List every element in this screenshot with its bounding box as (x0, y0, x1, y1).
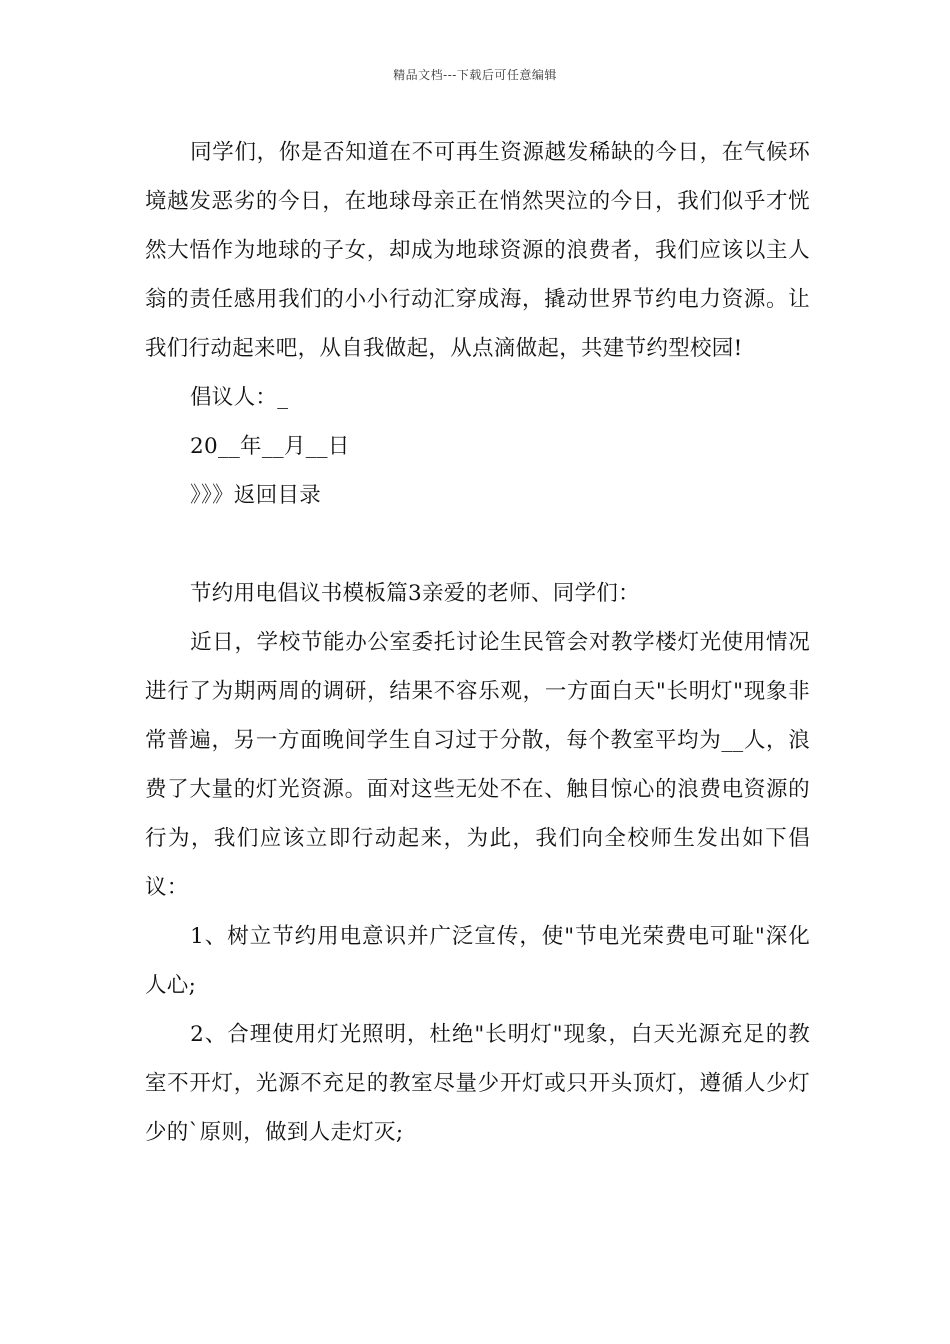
back-to-toc-link[interactable]: 》》》返回目录 (190, 483, 322, 508)
section-gap (145, 520, 810, 569)
section-title: 节约用电倡议书模板篇3亲爱的老师、同学们： (190, 581, 640, 606)
page-header-note: 精品文档---下载后可任意编辑 (393, 68, 557, 82)
list-item: 2、合理使用灯光照明，杜绝"长明灯"现象，白天光源充足的教室不开灯，光源不充足的教室尽量少开灯或只开头顶灯，遵循人少灯少的`原则，做到人走灯灭; (145, 1022, 810, 1145)
list-item: 1、树立节约用电意识并广泛宣传，使"节电光荣费电可耻"深化人心; (145, 924, 810, 998)
document-body (145, 128, 810, 1157)
appeal-paragraph: 同学们，你是否知道在不可再生资源越发稀缺的今日，在气候环境越发恶劣的今日，在地球母亲正在悄然哭泣的今日，我们似乎才恍然大悟作为地球的子女，却成为地球资源的浪费者，我们应该以主人翁的责任感用我们的小小行动汇穿成海，撬动世界节约电力资源。让我们行动起来吧，从自我做起，从点滴做起，共建节约型校园! (145, 140, 810, 361)
intro-paragraph: 近日，学校节能办公室委托讨论生民管会对教学楼灯光使用情况进行了为期两周的调研，结果不容乐观，一方面白天"长明灯"现象非常普遍，另一方面晚间学生自习过于分散，每个教室平均为__人，浪费了大量的灯光资源。面对这些无处不在、触目惊心的浪费电资源的行为，我们应该立即行动起来，为此，我们向全校师生发出如下倡议： (145, 630, 810, 900)
signer-line: 倡议人：_ (190, 385, 289, 410)
date-line: 20__年__月__日 (190, 434, 350, 459)
